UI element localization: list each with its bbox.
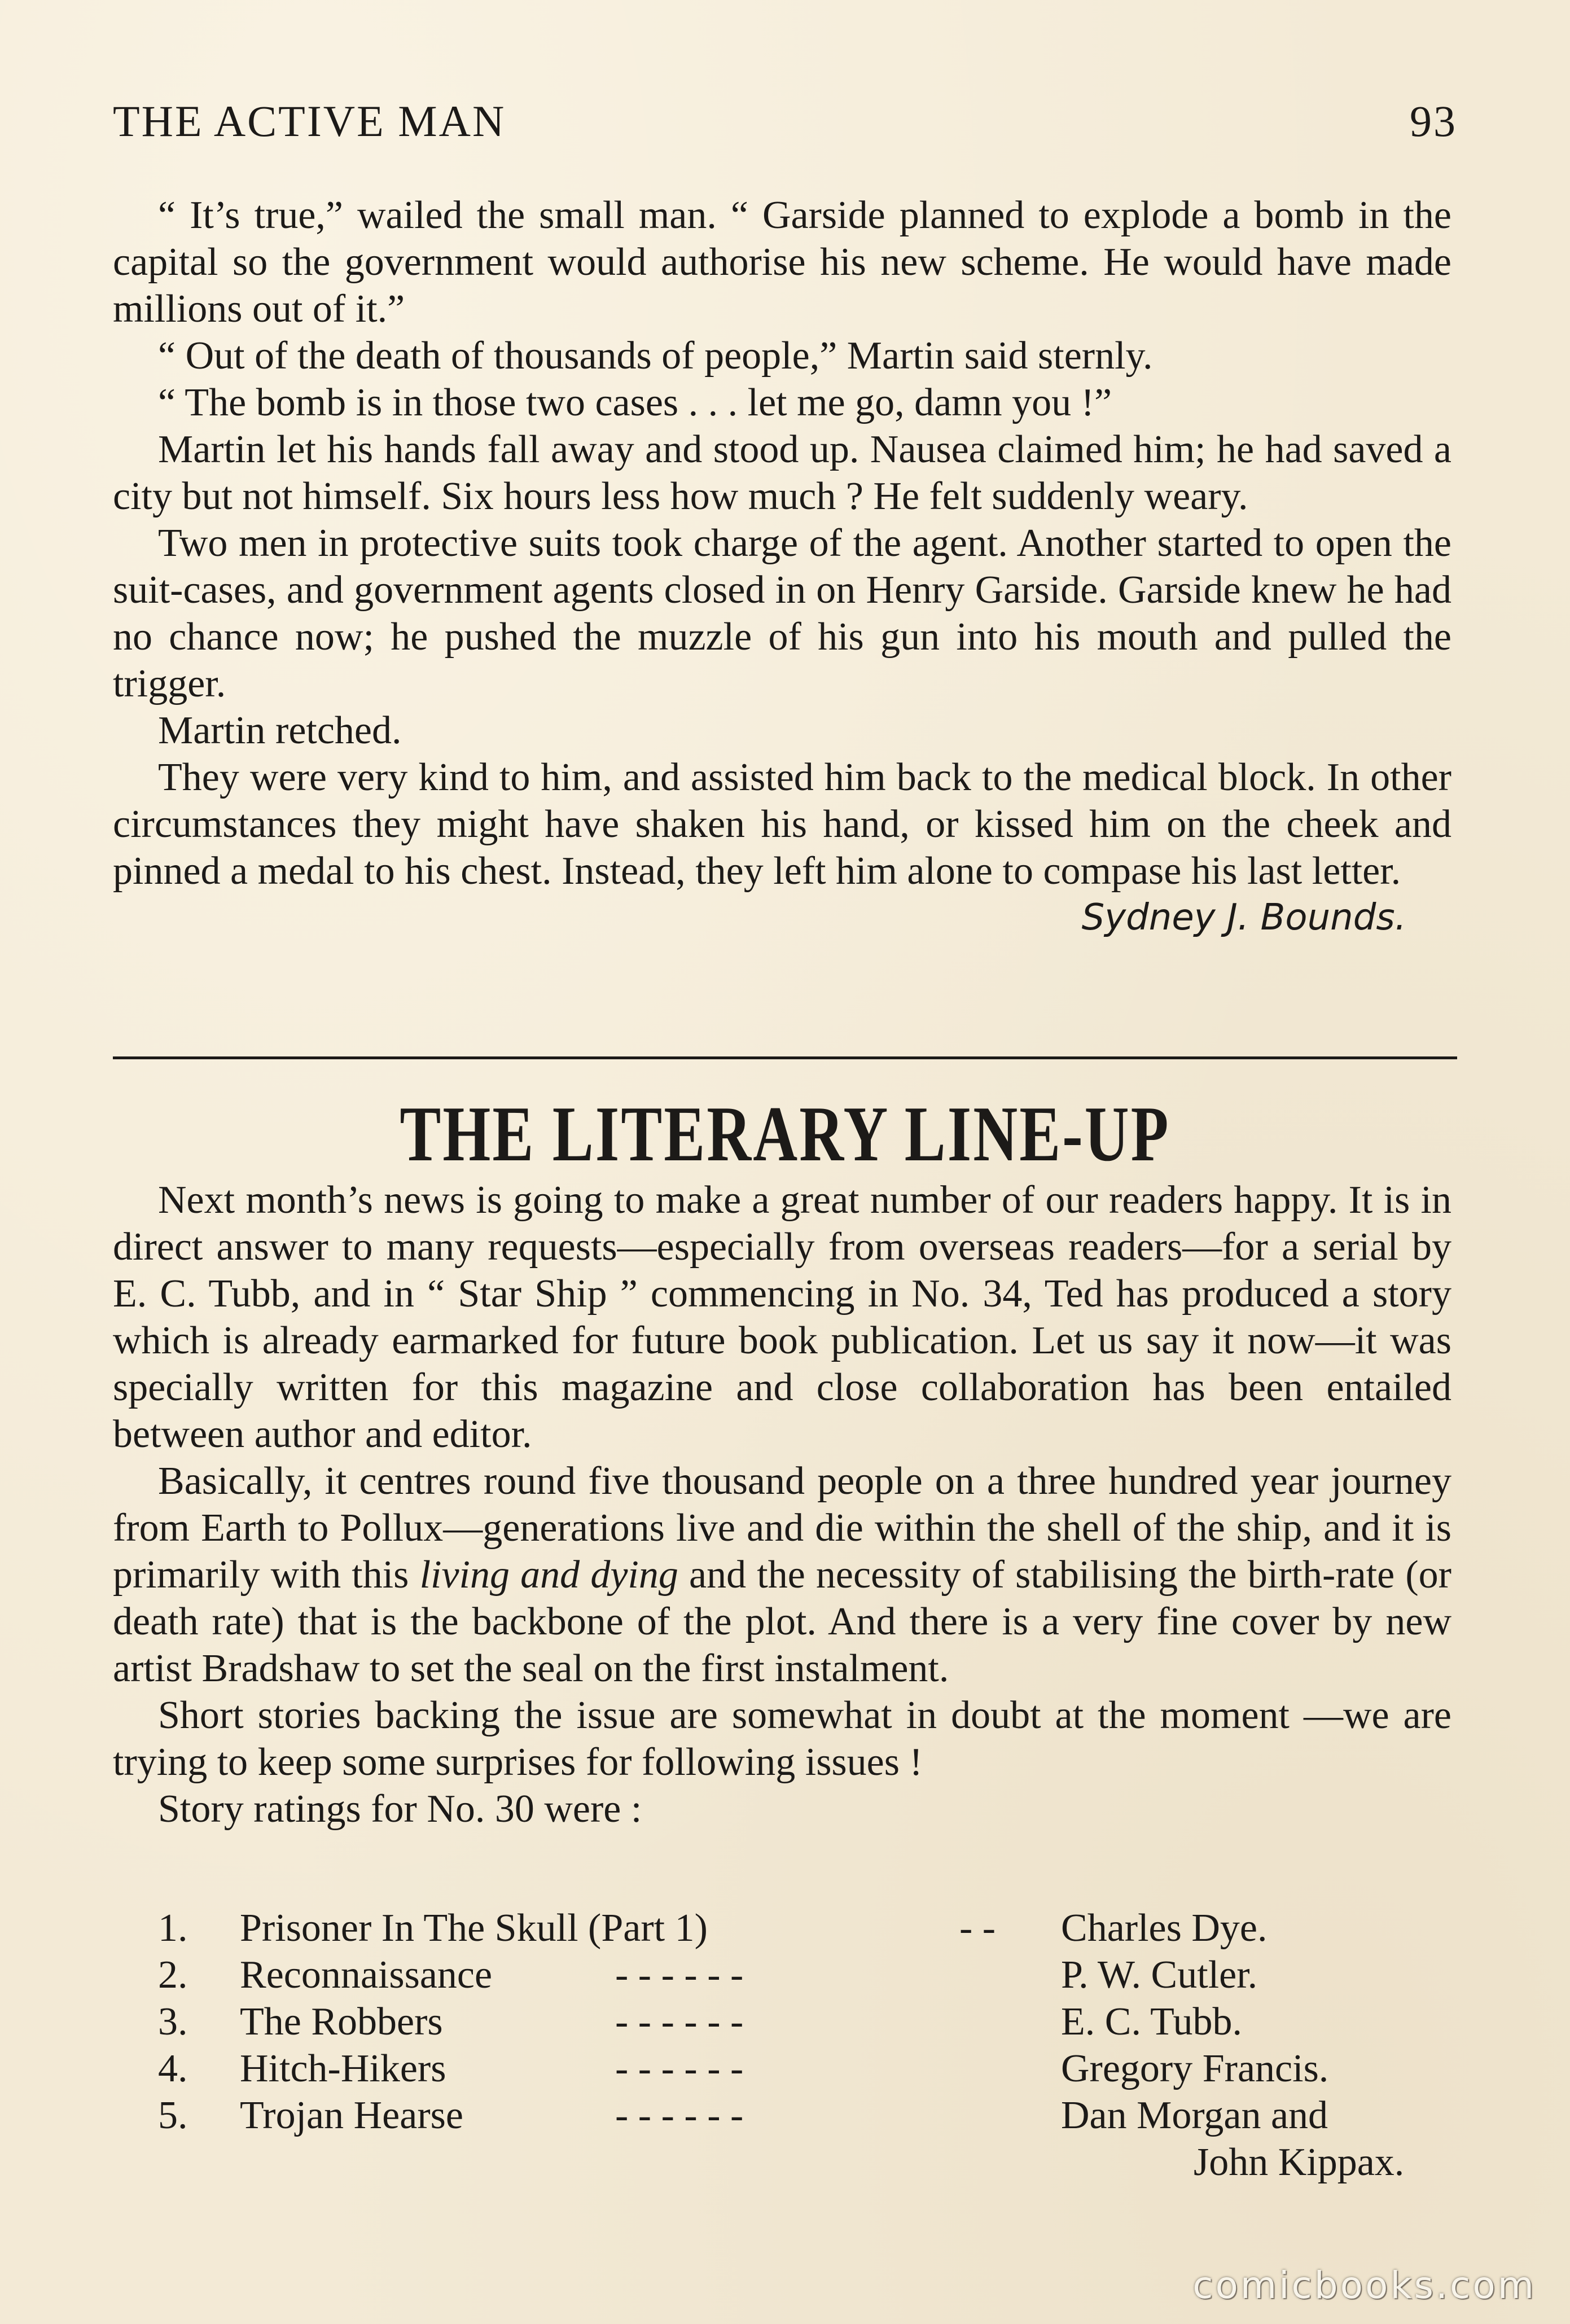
rating-leader: - - - - - -	[615, 2000, 744, 2044]
lineup-paragraph: Short stories backing the issue are somewhat in doubt at the moment —we are trying to keep some surprises for following issues !	[113, 1694, 1451, 1784]
rating-number: 5.	[158, 2094, 188, 2137]
rating-story-title: Prisoner In The Skull (Part 1)	[240, 1906, 708, 1950]
page-header	[113, 96, 1457, 152]
rating-number: 1.	[158, 1906, 188, 1950]
rating-leader: - -	[959, 1906, 996, 1950]
rating-story-title: Hitch-Hikers	[240, 2047, 446, 2090]
story-paragraph: Two men in protective suits took charge of the agent. Another started to open the suit-cases, and government agents closed in on Henry Garside. Garside knew he had no chance now; he pushed the muzzle of his gun into his mouth and pulled the trigger.	[113, 521, 1451, 705]
lineup-paragraph: Basically, it centres round five thousand people on a three hundred year journey from Earth to Pollux—generations live and die within the shell of the ship, and it is primarily with this living and dying and the necessity of stabilising the birth-rate (or death rate) that is the backbone of the plot. And there is a very fine cover by new artist Bradshaw to set the seal on the first instalment.	[113, 1459, 1451, 1690]
rating-story-title: The Robbers	[240, 2000, 443, 2044]
story-paragraph: They were very kind to him, and assisted him back to the medical block. In other circumstances they might have shaken his hand, or kissed him on the cheek and pinned a medal to his chest. Instead, they left him alone to compase his last letter.	[113, 756, 1451, 893]
rating-row	[158, 1905, 1456, 1952]
author-signature: Sydney J. Bounds.	[1081, 897, 1406, 939]
section-title: THE LITERARY LINE-UP	[400, 1090, 1170, 1178]
rating-author: P. W. Cutler.	[1061, 1953, 1258, 1997]
section-divider	[113, 1056, 1457, 1059]
rating-row	[158, 2045, 1456, 2092]
rating-author-continuation: John Kippax.	[1194, 2141, 1405, 2184]
watermark: comicbooks.com	[1192, 2264, 1536, 2307]
rating-story-title: Trojan Hearse	[240, 2094, 463, 2137]
rating-author: Dan Morgan and	[1061, 2094, 1328, 2137]
rating-story-title: Reconnaissance	[240, 1953, 493, 1997]
story-paragraph: “ Out of the death of thousands of people,” Martin said sternly.	[158, 334, 1153, 378]
rating-leader: - - - - - -	[615, 2094, 744, 2137]
rating-number: 3.	[158, 2000, 188, 2044]
story-paragraph: Martin let his hands fall away and stood up. Nausea claimed him; he had saved a city but not himself. Six hours less how much ? He felt suddenly weary.	[113, 428, 1451, 518]
lineup-paragraph: Story ratings for No. 30 were :	[158, 1787, 642, 1831]
rating-row	[158, 1998, 1456, 2045]
story-ratings-list	[158, 1905, 1456, 2186]
rating-leader: - - - - - -	[615, 2047, 744, 2090]
story-paragraph: “ The bomb is in those two cases . . . let me go, damn you !”	[158, 381, 1112, 424]
rating-number: 2.	[158, 1953, 188, 1997]
story-paragraph: Martin retched.	[158, 709, 402, 752]
emphasis-text: living and dying	[419, 1553, 678, 1597]
page-number: 93	[1410, 97, 1457, 146]
rating-row	[158, 1952, 1456, 1998]
running-title: THE ACTIVE MAN	[113, 97, 506, 146]
lineup-paragraph: Next month’s news is going to make a great number of our readers happy. It is in direct answer to many requests—especially from overseas readers—for a serial by E. C. Tubb, and in “ Star Ship ” commencing in No. 34, Ted has produced a story which is already earmarked for future book publication. Let us say it now—it was specially written for this magazine and close collaboration has been entailed between author and editor.	[113, 1178, 1451, 1456]
rating-number: 4.	[158, 2047, 188, 2090]
rating-author: Charles Dye.	[1061, 1906, 1268, 1950]
story-ending	[113, 192, 1451, 941]
rating-leader: - - - - - -	[615, 1953, 744, 1997]
story-paragraph: “ It’s true,” wailed the small man. “ Garside planned to explode a bomb in the capital so the government would authorise his new scheme. He would have made millions out of it.”	[113, 194, 1451, 331]
rating-row	[158, 2092, 1456, 2139]
literary-lineup-text	[113, 1177, 1451, 1832]
rating-author: E. C. Tubb.	[1061, 2000, 1242, 2044]
rating-author: Gregory Francis.	[1061, 2047, 1329, 2090]
rating-author-continuation-row	[158, 2139, 1456, 2186]
